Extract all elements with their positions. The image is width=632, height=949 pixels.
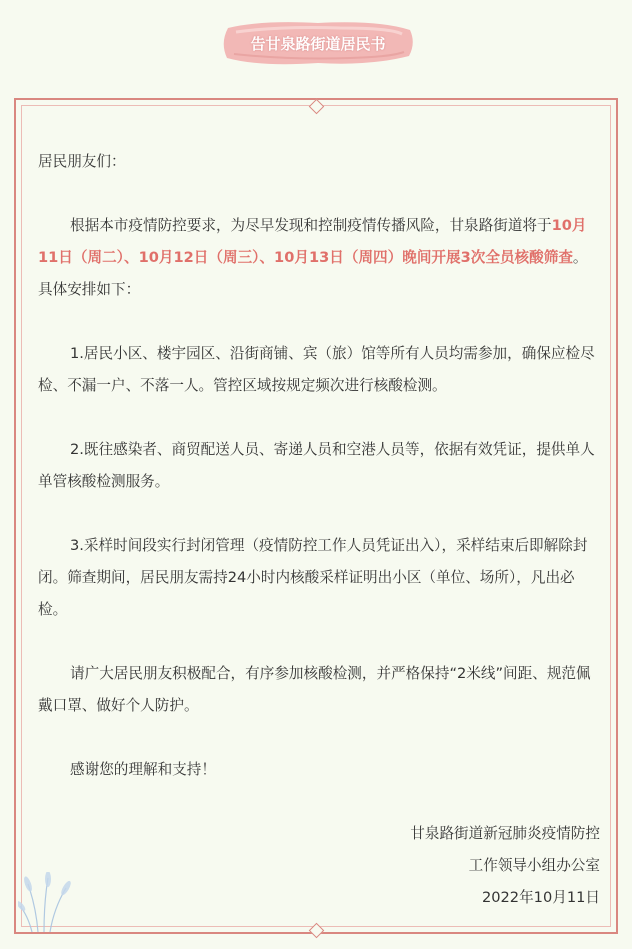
- intro-highlight: 10月11日（周二）、10月12日（周三）、10月13日（周四）晚间开展3次全员核酸筛查: [38, 217, 587, 266]
- thanks-line: 感谢您的理解和支持！: [70, 761, 216, 778]
- title-banner: [220, 16, 416, 70]
- intro-text: 根据本市疫情防控要求，为尽早发现和控制疫情传播风险，甘泉路街道将于: [70, 217, 552, 234]
- banner-title: 告甘泉路街道居民书: [250, 34, 386, 53]
- intro-paragraph: [38, 210, 602, 306]
- reed-grass-icon: [18, 872, 78, 932]
- item-paragraph: 1.居民小区、楼宇园区、沿街商铺、宾（旅）馆等所有人员均需参加，确保应检尽检、不漏一户、不落一人。管控区域按规定频次进行核酸检测。: [38, 345, 595, 394]
- item-paragraph: 3.采样时间段实行封闭管理（疫情防控工作人员凭证出入），采样结束后即解除封闭。筛查期间，居民朋友需持24小时内核酸采样证明出小区（单位、场所），凡出必检。: [38, 537, 588, 618]
- signature-date: 2022年10月11日: [481, 889, 600, 906]
- intro-text-end: 。具体安排如下：: [38, 249, 588, 298]
- item-paragraph: 2.既往感染者、商贸配送人员、寄递人员和空港人员等，依据有效凭证，提供单人单管核酸检测服务。: [38, 441, 595, 490]
- signature-org-line1: 甘泉路街道新冠肺炎疫情防控: [410, 825, 600, 842]
- greeting: 居民朋友们：: [38, 153, 126, 170]
- letter-body: [38, 146, 602, 914]
- appeal-paragraph: 请广大居民朋友积极配合，有序参加核酸检测，并严格保持“2米线”间距、规范佩戴口罩、做好个人防护。: [38, 665, 591, 714]
- signature-org-line2: 工作领导小组办公室: [468, 857, 600, 874]
